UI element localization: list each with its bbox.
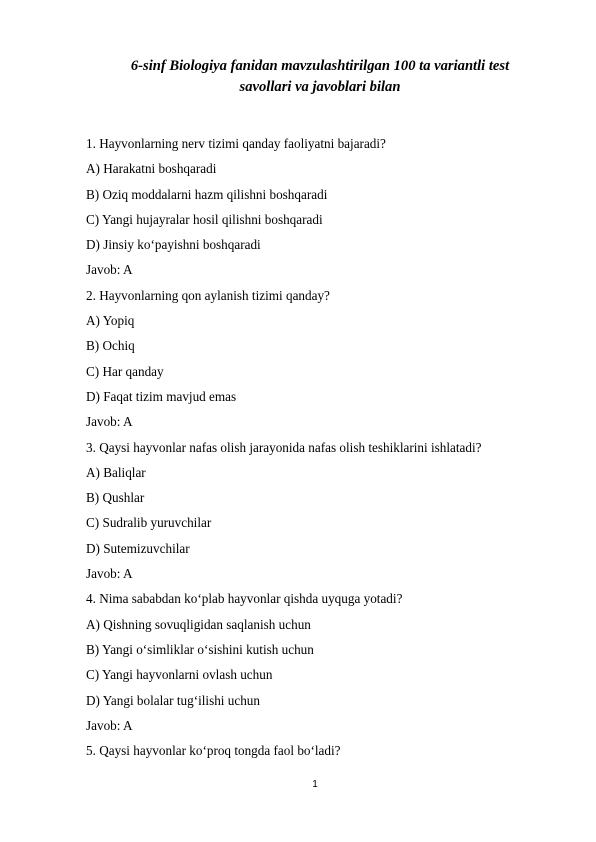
question-2-option-a: A) Yopiq <box>86 313 135 329</box>
page-number: 1 <box>312 779 318 790</box>
question-4: 4. Nima sababdan ko‘plab hayvonlar qishda uyquga yotadi? <box>86 591 403 607</box>
document-title-line-2: savollari va javoblari bilan <box>239 79 401 95</box>
question-3-option-b: B) Qushlar <box>86 490 145 506</box>
question-3-option-a: A) Baliqlar <box>86 464 146 480</box>
question-4-option-b: B) Yangi o‘simliklar o‘sishini kutish uchun <box>86 641 314 657</box>
question-2-option-b: B) Ochiq <box>86 338 135 354</box>
document-body <box>86 131 536 763</box>
question-4-option-d: D) Yangi bolalar tug‘ilishi uchun <box>86 692 260 708</box>
question-3-answer: Javob: A <box>86 566 133 582</box>
document-title-line-1: 6-sinf Biologiya fanidan mavzulashtirilgan 100 ta variantli test <box>130 58 510 74</box>
question-1: 1. Hayvonlarning nerv tizimi qanday faoliyatni bajaradi? <box>86 136 386 151</box>
question-5: 5. Qaysi hayvonlar ko‘proq tongda faol bo‘ladi? <box>86 743 341 759</box>
question-1-answer: Javob: A <box>86 262 133 278</box>
question-4-answer: Javob: A <box>86 717 133 733</box>
document-title <box>100 56 540 98</box>
question-2-option-c: C) Har qanday <box>86 363 164 379</box>
question-2: 2. Hayvonlarning qon aylanish tizimi qanday? <box>86 287 330 303</box>
question-3-option-c: C) Sudralib yuruvchilar <box>86 515 212 531</box>
question-1-option-d: D) Jinsiy ko‘payishni boshqaradi <box>86 237 261 253</box>
question-2-option-d: D) Faqat tizim mavjud emas <box>86 388 237 404</box>
question-1-option-c: C) Yangi hujayralar hosil qilishni boshqaradi <box>86 211 323 227</box>
question-3-option-d: D) Sutemizuvchilar <box>86 540 190 556</box>
question-4-option-a: A) Qishning sovuqligidan saqlanish uchun <box>86 616 311 632</box>
question-4-option-c: C) Yangi hayvonlarni ovlash uchun <box>86 667 273 683</box>
question-1-option-a: A) Harakatni boshqaradi <box>86 161 217 177</box>
question-2-answer: Javob: A <box>86 414 133 430</box>
question-3: 3. Qaysi hayvonlar nafas olish jarayonida nafas olish teshiklarini ishlatadi? <box>86 439 482 455</box>
question-1-option-b: B) Oziq moddalarni hazm qilishni boshqaradi <box>86 186 328 202</box>
